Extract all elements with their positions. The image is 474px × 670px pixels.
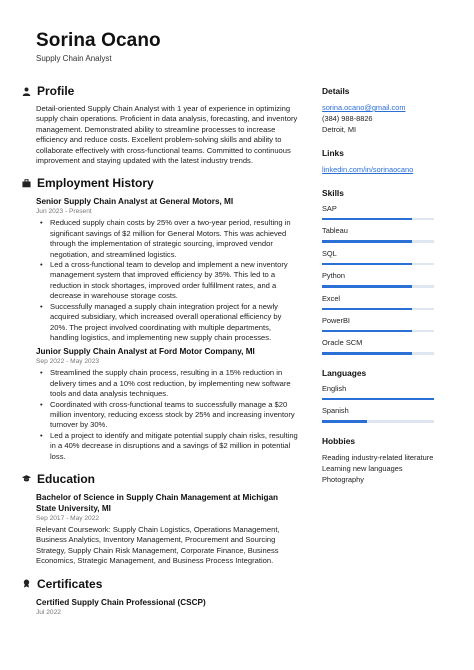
linkedin-link[interactable]: linkedin.com/in/sorinaocano	[322, 165, 414, 174]
skill-item	[322, 316, 440, 332]
languages-heading: Languages	[322, 367, 367, 378]
education-heading: Education	[37, 471, 96, 486]
job-dates: Jun 2023 - Present	[36, 208, 92, 216]
skill-level-fill	[322, 263, 412, 265]
job-entry	[22, 346, 300, 462]
skills-heading: Skills	[322, 188, 344, 198]
skill-level-fill	[322, 330, 412, 332]
job-bullet: • Reduced supply chain costs by 25% over a two-year period, resulting in significant savings of $2 million for General Motors. This was achieved through the implementation of strategic sourcing, improved vendor negotiation, and streamlined logistics.	[36, 218, 300, 260]
hobby-item: Learning new languages	[322, 463, 403, 473]
certificate-icon	[22, 579, 31, 588]
resume-header	[36, 30, 161, 63]
links-section	[322, 148, 440, 175]
skill-name: Oracle SCM	[322, 338, 363, 348]
skill-item	[322, 294, 440, 310]
graduation-cap-icon	[22, 474, 31, 483]
job-bullet: • Led a cross-functional team to develop and implement a new inventory management system that improved efficiency by 35%. This led to a reduction in stock shortages, improved order fulfillment rates, and a decrease in warehouse storage costs.	[36, 260, 300, 302]
skill-level-fill	[322, 240, 412, 242]
skill-item	[322, 226, 440, 242]
links-heading: Links	[322, 148, 344, 158]
details-section	[322, 86, 440, 135]
certificates-heading: Certificates	[37, 576, 103, 591]
profile-heading: Profile	[37, 84, 75, 98]
profile-section	[22, 84, 300, 166]
details-heading: Details	[322, 86, 350, 96]
language-item	[322, 384, 440, 400]
hobby-item: Reading industry-related literature	[322, 452, 434, 462]
hobby-item: Photography	[322, 474, 364, 484]
education-coursework: Relevant Coursework: Supply Chain Logistics, Operations Management, Business Analytics, Inventory Management, Procurement and Sourcing Strategy, Supply Chain Risk Management, Corporate Finance, Business Economics, Strategic Management, and Business Process Integration.	[36, 524, 280, 566]
profile-summary: Detail-oriented Supply Chain Analyst with 1 year of experience in optimizing supply chain operations. Proficient in data analysis, forecasting, and inventory management. Demonstrated ability to streamline processes to increase efficiency and reduce costs. Excellent problem-solving skills and ability to collaborate effectively with cross-functional teams. Committed to continuous improvement and staying updated with the latest industry trends.	[36, 104, 298, 166]
skills-section	[322, 188, 440, 355]
person-icon	[22, 87, 31, 96]
phone-number: (384) 988-8826	[322, 114, 373, 123]
certificate-date: Jul 2022	[36, 608, 61, 616]
skills-list	[322, 204, 440, 355]
education-entry	[22, 492, 300, 567]
skill-level-fill	[322, 308, 412, 310]
main-column	[22, 84, 300, 626]
education-dates: Sep 2017 - May 2022	[36, 514, 100, 522]
employment-section	[22, 176, 300, 462]
sidebar-column	[322, 86, 440, 498]
skill-item	[322, 271, 440, 287]
language-level-bar	[322, 398, 434, 400]
language-level-bar	[322, 420, 434, 422]
location: Detroit, MI	[322, 125, 357, 134]
skill-name: Excel	[322, 293, 341, 303]
skill-level-bar	[322, 285, 434, 287]
skill-level-bar	[322, 308, 434, 310]
skill-level-fill	[322, 218, 412, 220]
skill-level-bar	[322, 240, 434, 242]
skill-level-bar	[322, 218, 434, 220]
job-title: Junior Supply Chain Analyst at Ford Motor Company, MI	[36, 347, 255, 357]
skill-level-fill	[322, 285, 412, 287]
candidate-title: Supply Chain Analyst	[36, 54, 112, 63]
degree-title: Bachelor of Science in Supply Chain Management at Michigan State University, MI	[36, 492, 279, 513]
job-entry	[22, 196, 300, 343]
skill-item	[322, 204, 440, 220]
skill-level-bar	[322, 330, 434, 332]
language-name: English	[322, 383, 347, 393]
briefcase-icon	[22, 179, 31, 188]
language-level-fill	[322, 420, 367, 422]
skill-level-fill	[322, 352, 412, 354]
skill-level-bar	[322, 352, 434, 354]
employment-heading: Employment History	[37, 176, 154, 191]
skill-name: PowerBI	[322, 315, 350, 325]
languages-list	[322, 384, 440, 423]
hobbies-heading: Hobbies	[322, 435, 356, 446]
education-section	[22, 472, 300, 567]
skill-name: Tableau	[322, 226, 348, 236]
skill-name: SAP	[322, 204, 337, 213]
skill-item	[322, 338, 440, 354]
certificate-entry	[22, 597, 300, 616]
skill-name: Python	[322, 271, 346, 281]
job-bullet: • Led a project to identify and mitigate potential supply chain risks, resulting in a 40% decrease in disruptions and a savings of $2 million in potential loss.	[36, 431, 300, 462]
job-bullet: • Streamlined the supply chain process, resulting in a 15% reduction in delivery times and a 10% cost reduction, by implementing new software tools and data analysis techniques.	[36, 368, 300, 399]
certificates-section	[22, 577, 300, 616]
job-title: Senior Supply Chain Analyst at General Motors, MI	[36, 197, 234, 207]
hobbies-section	[322, 436, 440, 485]
skill-level-bar	[322, 263, 434, 265]
language-level-fill	[322, 398, 434, 400]
job-bullet: • Successfully managed a supply chain integration project for a newly acquired subsidiary, which increased overall operational efficiency by 20%. The project involved coordinating with multiple departments, handling logistics, and implementing new supply chain processes.	[36, 302, 300, 344]
job-dates: Sep 2022 - May 2023	[36, 358, 100, 366]
email-link[interactable]: sorina.ocano@gmail.com	[322, 103, 406, 112]
language-item	[322, 406, 440, 422]
language-name: Spanish	[322, 406, 349, 416]
skill-item	[322, 249, 440, 265]
skill-name: SQL	[322, 248, 337, 258]
candidate-name: Sorina Ocano	[36, 30, 161, 51]
job-bullet: • Coordinated with cross-functional teams to successfully manage a $20 million inventory, reducing excess stock by 25% and increasing inventory turnover by 30%.	[36, 400, 300, 431]
certificate-name: Certified Supply Chain Professional (CSCP)	[36, 597, 206, 607]
languages-section	[322, 368, 440, 423]
